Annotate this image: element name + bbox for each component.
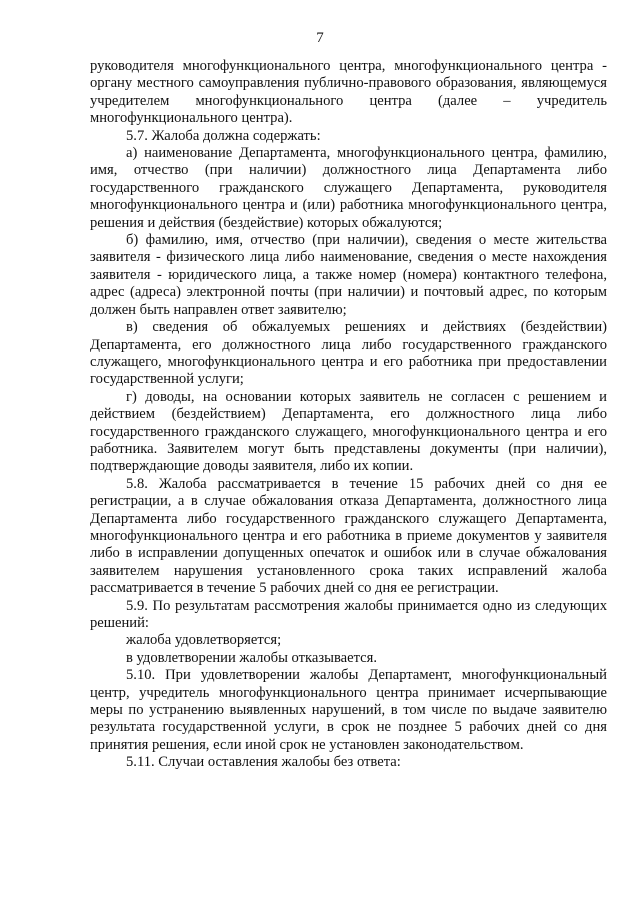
paragraph-5-7-v: в) сведения об обжалуемых решениях и действиях (бездействии) Департамента, его должностного лица либо государственного гражданского служащего, многофункционального центра и его работника при предоставлении государственной услуги; <box>90 319 607 388</box>
page-number: 7 <box>316 30 324 46</box>
paragraph-5-9: 5.9. По результатам рассмотрения жалобы принимается одно из следующих решений: <box>90 597 607 631</box>
document-body <box>90 58 607 772</box>
paragraph-5-7-heading: 5.7. Жалоба должна содержать: <box>126 127 321 144</box>
paragraph-5-9-option-1: жалоба удовлетворяется; <box>126 632 282 649</box>
paragraph-5-11: 5.11. Случаи оставления жалобы без ответа: <box>126 754 401 771</box>
paragraph-5-9-option-2: в удовлетворении жалобы отказывается. <box>126 649 378 666</box>
paragraph-5-8: 5.8. Жалоба рассматривается в течение 15 рабочих дней со дня ее регистрации, а в случае обжалования отказа Департамента, должностного лица Департамента либо государственного гражданского служащего Департамента, многофункционального центра и его работника в приеме документов у заявителя либо в исправлении допущенных опечаток и ошибок или в случае обжалования заявителем нарушения установленного срока таких исправлений жалоба рассматривается в течение 5 рабочих дней со дня ее регистрации. <box>90 475 607 597</box>
paragraph-continuation: руководителя многофункционального центра, многофункционального центра - органу местного самоуправления публично-правового образования, являющемуся учредителем многофункционального центра (далее – учредитель многофункционального центра). <box>90 58 607 127</box>
paragraph-5-7-g: г) доводы, на основании которых заявитель не согласен с решением и действием (бездействием) Департамента, его должностного лица либо государственного гражданского служащего, многофункционального центра и его работника. Заявителем могут быть представлены документы (при наличии), подтверждающие доводы заявителя, либо их копии. <box>90 388 607 475</box>
paragraph-5-10: 5.10. При удовлетворении жалобы Департамент, многофункциональный центр, учредитель многофункционального центра принимает исчерпывающие меры по устранению выявленных нарушений, в том числе по выдаче заявителю результата государственной услуги, в срок не позднее 5 рабочих дней со дня принятия решения, если иной срок не установлен законодательством. <box>90 667 607 753</box>
paragraph-5-7-a: а) наименование Департамента, многофункционального центра, фамилию, имя, отчество (при наличии) должностного лица Департамента либо государственного гражданского служащего Департамента, руководителя многофункционального центра и (или) работника многофункционального центра, решения и действия (бездействие) которых обжалуются; <box>90 145 607 231</box>
paragraph-5-7-b: б) фамилию, имя, отчество (при наличии), сведения о месте жительства заявителя - физического лица либо наименование, сведения о месте нахождения заявителя - юридического лица, а также номер (номера) контактного телефона, адрес (адреса) электронной почты (при наличии) и почтовый адрес, по которым должен быть направлен ответ заявителю; <box>90 232 607 318</box>
